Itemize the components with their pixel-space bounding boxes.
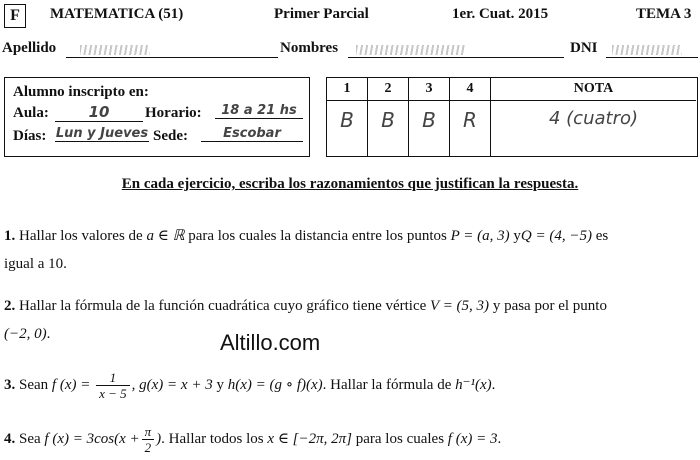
exercise-text: y pasa por el punto [492, 298, 607, 314]
math-expr: f (x) = 3cos(x + [44, 430, 140, 447]
exercise-text: . [497, 430, 502, 447]
exercise-4 [4, 424, 696, 455]
aula-label: Aula: [13, 105, 49, 121]
grade-header: NOTA [491, 78, 696, 101]
math-expr: ) [156, 430, 162, 447]
grade-header: 1 [327, 78, 367, 101]
exercise-text: Hallar los valores de [19, 228, 143, 244]
grade-cell-1 [327, 78, 368, 156]
denominator: x − 5 [99, 386, 127, 401]
subject-title: MATEMATICA (51) [50, 6, 184, 22]
instruction-text: En cada ejercicio, escriba los razonamientos que justifican la respuesta. [121, 176, 579, 192]
dni-label: DNI [570, 40, 598, 56]
nombres-field [348, 40, 564, 58]
math-expr: , g(x) = x + 3 [131, 376, 213, 393]
grade-cell-2 [368, 78, 409, 156]
enrollment-title: Alumno inscripto en: [13, 84, 149, 100]
exam-header [0, 4, 700, 26]
math-expr: x ∈ [−2π, 2π] [267, 430, 352, 447]
numerator: 1 [96, 370, 130, 386]
dni-field [606, 40, 698, 58]
grade-header: 2 [368, 78, 408, 101]
grade-cell-3 [409, 78, 450, 156]
math-expr: P = (a, 3) [450, 228, 510, 244]
grade-value: B [422, 108, 436, 132]
fraction [142, 424, 155, 455]
denominator: 2 [144, 440, 152, 455]
grade-header: 3 [409, 78, 449, 101]
grade-value: B [381, 108, 395, 132]
grade-header: 4 [450, 78, 490, 101]
math-expr: f (x) = 3 [447, 430, 498, 447]
dias-value: Lun y Jueves [55, 126, 149, 141]
grade-cell-nota [491, 78, 696, 156]
math-expr: V = (5, 3) [430, 298, 490, 314]
grade-cell-4 [450, 78, 491, 156]
grade-value: B [340, 108, 354, 132]
exam-name: Primer Parcial [274, 6, 369, 22]
exercise-text: para los cuales [355, 430, 445, 447]
math-expr: h(x) = (g ∘ f)(x) [227, 376, 323, 393]
exercise-text: y [513, 228, 521, 244]
final-grade-value: 4 (cuatro) [548, 108, 639, 129]
tema-label: TEMA 3 [636, 6, 692, 22]
math-expr: f (x) = [51, 376, 91, 393]
sede-value: Escobar [201, 126, 303, 142]
exercise-3 [4, 370, 696, 401]
exercise-text: Sea [19, 430, 41, 447]
exercise-text: . [491, 376, 496, 393]
apellido-field [66, 40, 278, 58]
redacted-handwriting [612, 45, 682, 55]
math-expr: (−2, 0) [4, 326, 47, 342]
horario-label: Horario: [145, 105, 202, 121]
numerator: π [142, 424, 155, 440]
exercise-number: 1. [4, 228, 16, 244]
exercise-text: Sean [19, 376, 49, 393]
exercise-2 [4, 292, 696, 348]
enrollment-box [4, 77, 310, 157]
tema-letter-box: F [4, 4, 26, 28]
exam-term: 1er. Cuat. 2015 [452, 6, 549, 22]
horario-value: 18 a 21 hs [215, 103, 303, 119]
exercise-text: es [595, 228, 609, 244]
math-expr: Q = (4, −5) [520, 228, 592, 244]
exercise-text: y [216, 376, 224, 393]
exercise-text: . Hallar la fórmula de [322, 376, 452, 393]
exercise-text: Hallar la fórmula de la función cuadrática cuyo gráfico tiene vértice [19, 298, 427, 314]
aula-value: 10 [55, 103, 143, 122]
apellido-label: Apellido [2, 40, 57, 56]
exercise-number: 2. [4, 298, 16, 314]
dias-label: Días: [13, 128, 47, 144]
redacted-handwriting [356, 45, 466, 55]
exercise-text: . [46, 326, 51, 342]
exercise-number: 4. [4, 430, 16, 447]
nombres-label: Nombres [280, 40, 339, 56]
exercise-text: para los cuales la distancia entre los puntos [188, 228, 447, 244]
fraction [96, 370, 130, 401]
exercise-text: igual a 10. [4, 256, 67, 272]
redacted-handwriting [80, 45, 150, 55]
grade-table [326, 77, 698, 157]
exercise-1 [4, 222, 696, 278]
math-expr: a ∈ ℝ [146, 228, 185, 244]
math-expr: h⁻¹(x) [455, 376, 492, 393]
sede-label: Sede: [153, 128, 188, 144]
exercise-text: . Hallar todos los [161, 430, 264, 447]
grade-value: R [463, 108, 477, 132]
watermark-text: Altillo.com [220, 330, 321, 355]
exercise-number: 3. [4, 376, 16, 393]
